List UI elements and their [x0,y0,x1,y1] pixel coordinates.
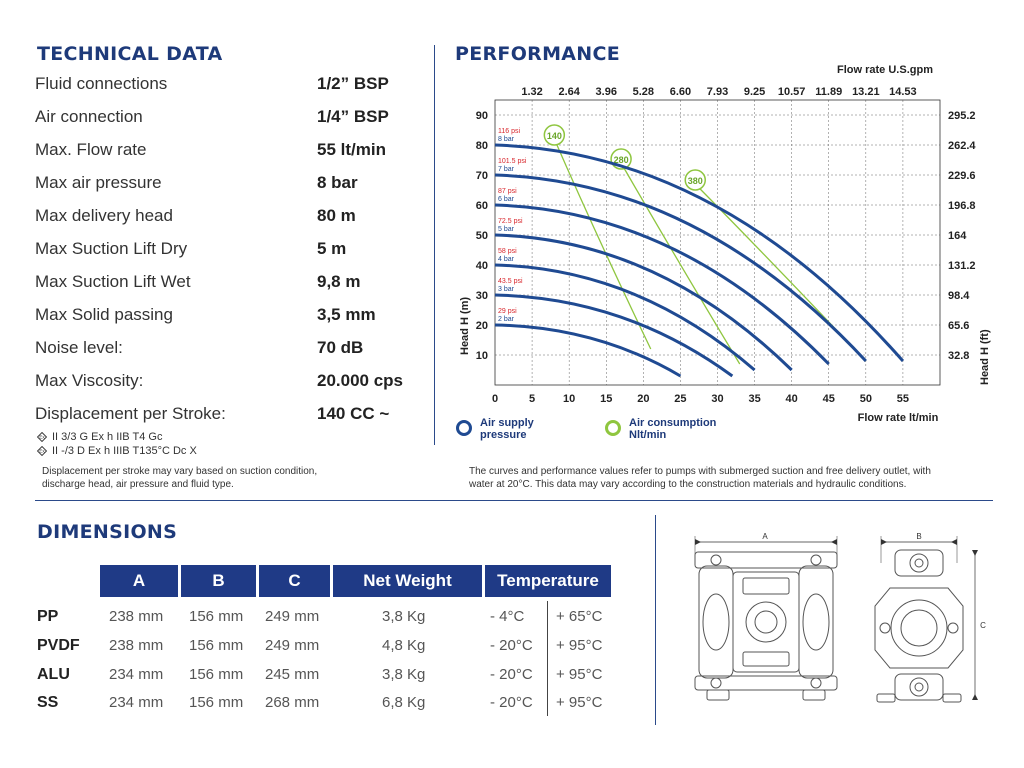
top-tick-label: 1.32 [521,86,543,98]
cell-c: 249 mm [265,608,320,625]
spec-label: Max Solid passing [35,305,173,324]
spec-label: Max. Flow rate [35,140,147,159]
cell-weight: 6,8 Kg [382,694,426,711]
y-tick-label: 60 [475,200,488,212]
psi-label: 87 psi [498,188,517,195]
y-tick-label: 20 [475,320,488,332]
cell-weight: 3,8 Kg [382,666,426,683]
spec-label: Max Suction Lift Wet [35,272,191,291]
x-tick-label: 50 [859,393,872,405]
svg-text:Ex: Ex [39,434,45,440]
svg-text:Ex: Ex [39,448,45,454]
right-axis-title: Head H (ft) [979,329,991,385]
psi-label: 72.5 psi [498,218,523,225]
spec-label: Noise level: [35,338,123,357]
spec-value: 9,8 m [317,272,361,291]
spec-value: 5 m [317,239,347,258]
consumption-label: 280 [613,155,629,165]
x-tick-label: 15 [600,393,613,405]
x-tick-label: 40 [785,393,798,405]
cell-c: 245 mm [265,666,320,683]
dim-label-a: A [762,532,768,541]
y2-tick-label: 131.2 [948,260,976,272]
cell-tmin: - 20°C [490,694,533,711]
y2-tick-label: 295.2 [948,110,976,122]
cell-tmax: + 65°C [556,608,603,625]
spec-value: 55 lt/min [317,140,386,159]
y2-tick-label: 262.4 [948,140,976,152]
spec-label: Max delivery head [35,206,173,225]
x-tick-label: 10 [563,393,576,405]
top-tick-label: 13.21 [852,86,880,98]
bar-label: 6 bar [498,196,514,203]
cell-tmax: + 95°C [556,666,603,683]
atex-ex-icon [37,446,47,456]
spec-value: 20.000 cps [317,371,404,390]
bar-label: 7 bar [498,166,514,173]
note-line: discharge head, air pressure and fluid type. [42,479,234,490]
legend-line: Air supply [480,417,534,429]
atex-text: II 3/3 G Ex h IIB T4 Gc [52,431,163,443]
bar-label: 5 bar [498,226,514,233]
x-tick-label: 35 [748,393,761,405]
consumption-label: 140 [546,131,562,141]
y2-tick-label: 32.8 [948,350,970,362]
legend-line: pressure [480,429,527,441]
top-tick-label: 10.57 [777,86,806,98]
performance-title: PERFORMANCE [455,43,621,65]
cell-b: 156 mm [189,666,244,683]
x-tick-label: 5 [529,393,536,405]
cell-c: 249 mm [265,637,320,654]
cell-tmax: + 95°C [556,694,603,711]
y-tick-label: 50 [475,230,488,242]
bar-label: 2 bar [498,316,514,323]
consumption-legend [629,417,716,441]
col-header-temperature: Temperature [485,565,611,597]
atex-text: II -/3 D Ex h IIIB T135°C Dc X [52,445,197,457]
top-tick-label: 9.25 [743,86,766,98]
dim-label-b: B [916,532,922,541]
note-line: Displacement per stroke may vary based on suction condition, [42,466,318,477]
consumption-label: 380 [687,176,703,186]
spec-value: 140 CC ~ [317,404,390,423]
technical-data-title: TECHNICAL DATA [37,43,223,65]
cell-b: 156 mm [189,694,244,711]
y2-tick-label: 98.4 [948,290,970,302]
spec-label: Air connection [35,107,143,126]
drawing-divider [655,515,656,725]
col-header-b: B [181,565,256,597]
atex-ex-icon [37,432,47,442]
psi-label: 116 psi [498,128,521,135]
y2-tick-label: 229.6 [948,170,976,182]
technical-note [42,465,317,491]
pump-front-view [695,536,837,700]
supply-legend-icon [455,418,475,438]
pressure-curve [495,325,680,376]
supply-legend [480,417,534,441]
spec-value: 8 bar [317,173,358,192]
left-axis-title: Head H (m) [459,296,471,355]
top-tick-label: 3.96 [595,86,617,98]
cell-a: 238 mm [109,608,164,625]
pressure-curve [495,205,829,364]
x-tick-label: 20 [637,393,650,405]
atex-line-2 [37,445,197,457]
cell-a: 234 mm [109,666,164,683]
row-material: PVDF [37,637,80,654]
top-tick-label: 7.93 [706,86,729,98]
note-line: water at 20°C. This data may vary according to the construction materials and hydraulic conditions. [469,479,907,490]
legend-line: Air consumption [629,417,717,429]
y-tick-label: 10 [475,350,488,362]
cell-tmax: + 95°C [556,637,603,654]
top-tick-label: 11.89 [815,86,843,98]
col-header-a: A [100,565,178,597]
bottom-axis-title: Flow rate lt/min [857,412,939,424]
spec-label: Fluid connections [35,74,168,93]
spec-value: 1/4” BSP [317,107,389,126]
y-tick-label: 80 [475,140,488,152]
spec-label: Max Suction Lift Dry [35,239,188,258]
cell-weight: 4,8 Kg [382,637,426,654]
bar-label: 8 bar [498,136,514,143]
atex-line-1 [37,431,162,443]
psi-label: 29 psi [498,308,517,315]
psi-label: 43.5 psi [498,278,523,285]
top-axis-title: Flow rate U.S.gpm [837,64,933,76]
x-tick-label: 30 [711,393,724,405]
spec-value: 3,5 mm [317,305,376,324]
col-header-weight: Net Weight [333,565,482,597]
y2-tick-label: 196.8 [948,200,976,212]
performance-chart [440,55,1000,445]
section-divider [434,45,435,445]
spec-value: 70 dB [317,338,364,357]
performance-note [469,465,931,491]
cell-c: 268 mm [265,694,320,711]
spec-value: 1/2” BSP [317,74,389,93]
spec-label: Max air pressure [35,173,162,192]
row-material: SS [37,694,59,711]
cell-weight: 3,8 Kg [382,608,426,625]
col-header-c: C [259,565,330,597]
bar-label: 4 bar [498,256,514,263]
y-tick-label: 70 [475,170,488,182]
section-divider-horizontal [35,500,993,501]
bar-label: 3 bar [498,286,514,293]
x-tick-label: 45 [822,393,835,405]
dim-label-c: C [980,621,986,630]
top-tick-label: 14.53 [889,86,917,98]
cell-b: 156 mm [189,637,244,654]
y2-tick-label: 65.6 [948,320,970,332]
spec-value: 80 m [317,206,356,225]
legend-line: Nlt/min [629,429,667,441]
cell-a: 234 mm [109,694,164,711]
x-tick-label: 0 [491,393,499,405]
y-tick-label: 30 [475,290,488,302]
psi-label: 58 psi [498,248,517,255]
cell-b: 156 mm [189,608,244,625]
note-line: The curves and performance values refer to pumps with submerged suction and free delivery outlet, with [469,466,931,477]
row-material: ALU [37,666,70,683]
pump-side-view [875,536,978,702]
y2-tick-label: 164 [948,230,967,242]
y-tick-label: 90 [475,110,488,122]
dimensions-title: DIMENSIONS [37,521,178,543]
top-tick-label: 6.60 [669,86,692,98]
top-tick-label: 5.28 [632,86,655,98]
cell-tmin: - 4°C [490,608,525,625]
y-tick-label: 40 [475,260,488,272]
x-tick-label: 25 [674,393,687,405]
temperature-divider [547,601,548,716]
consumption-legend-icon [604,418,624,438]
cell-tmin: - 20°C [490,637,533,654]
cell-a: 238 mm [109,637,164,654]
cell-tmin: - 20°C [490,666,533,683]
psi-label: 101.5 psi [498,158,527,165]
top-tick-label: 2.64 [558,86,580,98]
spec-label: Max Viscosity: [35,371,144,390]
row-material: PP [37,608,59,625]
pump-drawings [685,528,995,708]
x-tick-label: 55 [896,393,910,405]
pressure-curve [495,295,732,376]
spec-label: Displacement per Stroke: [35,404,226,423]
